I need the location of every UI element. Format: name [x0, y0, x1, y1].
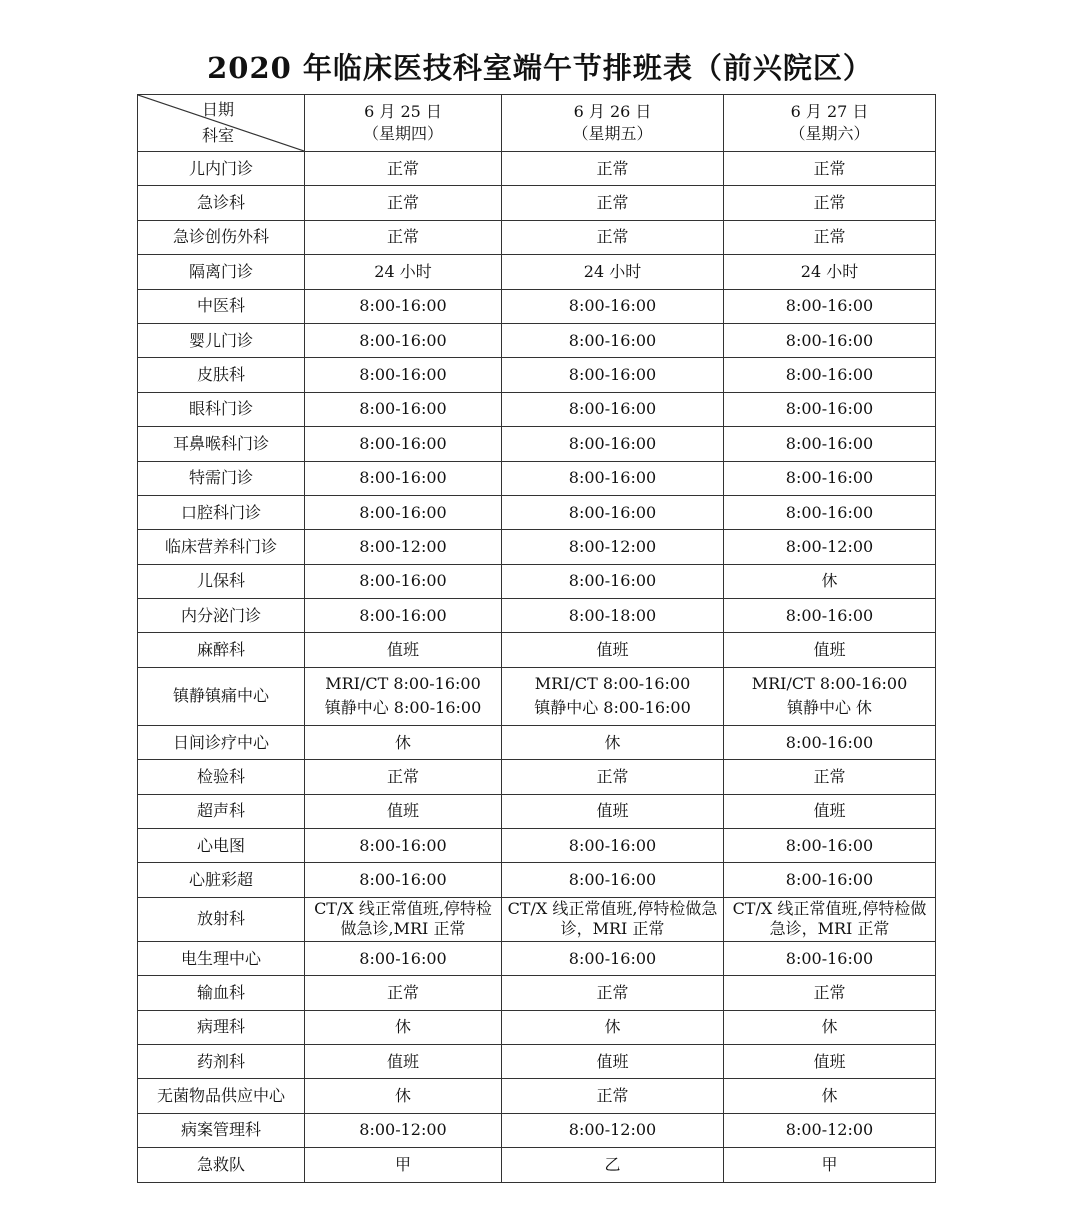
table-row	[138, 530, 936, 564]
table-row	[138, 461, 936, 495]
schedule-cell: 正常	[305, 186, 502, 220]
table-row	[138, 427, 936, 461]
table-row	[138, 495, 936, 529]
schedule-cell: 8:00-16:00	[724, 392, 936, 426]
schedule-cell: 休	[502, 1010, 724, 1044]
table-row	[138, 897, 936, 941]
table-row	[138, 599, 936, 633]
schedule-cell: 8:00-16:00	[305, 495, 502, 529]
dept-cell: 病案管理科	[138, 1113, 305, 1147]
schedule-cell: CT/X 线正常值班,停特检做急诊，MRI 正常	[724, 897, 936, 941]
schedule-cell: 24 小时	[502, 255, 724, 289]
date-label: 6 月 26 日	[573, 102, 652, 121]
schedule-cell: 8:00-16:00	[502, 358, 724, 392]
schedule-cell: 正常	[724, 152, 936, 186]
dept-cell: 急诊科	[138, 186, 305, 220]
dept-cell: 心脏彩超	[138, 863, 305, 897]
dept-cell: 隔离门诊	[138, 255, 305, 289]
schedule-cell: 8:00-16:00	[724, 829, 936, 863]
schedule-cell: 8:00-16:00	[305, 599, 502, 633]
dept-cell: 无菌物品供应中心	[138, 1079, 305, 1113]
schedule-cell: 8:00-16:00	[305, 427, 502, 461]
schedule-cell: 8:00-16:00	[724, 427, 936, 461]
schedule-cell: 值班	[724, 633, 936, 667]
schedule-cell: 8:00-18:00	[502, 599, 724, 633]
schedule-table	[137, 94, 936, 1183]
table-row	[138, 794, 936, 828]
schedule-cell: 8:00-16:00	[502, 941, 724, 975]
schedule-cell: 8:00-12:00	[305, 1113, 502, 1147]
table-row	[138, 941, 936, 975]
schedule-cell: 值班	[502, 794, 724, 828]
schedule-cell-line: MRI/CT 8:00-16:00	[534, 674, 691, 694]
date-header-cell	[502, 95, 724, 152]
schedule-cell: 休	[305, 1010, 502, 1044]
table-row	[138, 152, 936, 186]
schedule-cell: 8:00-16:00	[502, 427, 724, 461]
table-row	[138, 1079, 936, 1113]
weekday-label: （星期六）	[789, 124, 870, 143]
dept-cell: 检验科	[138, 760, 305, 794]
table-row	[138, 633, 936, 667]
schedule-cell: 休	[724, 1010, 936, 1044]
date-label: 6 月 27 日	[790, 102, 869, 121]
dept-cell: 临床营养科门诊	[138, 530, 305, 564]
schedule-cell: 8:00-16:00	[502, 323, 724, 357]
table-row	[138, 1010, 936, 1044]
schedule-cell: 8:00-16:00	[502, 461, 724, 495]
table-row	[138, 725, 936, 759]
schedule-cell: 正常	[502, 760, 724, 794]
table-row	[138, 1044, 936, 1078]
schedule-cell: 8:00-16:00	[305, 941, 502, 975]
schedule-cell: 正常	[305, 976, 502, 1010]
schedule-cell: 正常	[724, 976, 936, 1010]
schedule-cell: 8:00-16:00	[724, 289, 936, 323]
table-row	[138, 667, 936, 725]
schedule-cell: 8:00-16:00	[724, 461, 936, 495]
table-row	[138, 1113, 936, 1147]
schedule-cell: 8:00-16:00	[305, 289, 502, 323]
dept-cell: 麻醉科	[138, 633, 305, 667]
schedule-cell: CT/X 线正常值班,停特检做急诊,MRI 正常	[305, 897, 502, 941]
table-row	[138, 289, 936, 323]
table-row	[138, 564, 936, 598]
dept-cell: 病理科	[138, 1010, 305, 1044]
table-row	[138, 829, 936, 863]
schedule-cell: 值班	[502, 1044, 724, 1078]
dept-cell: 内分泌门诊	[138, 599, 305, 633]
schedule-cell-line: MRI/CT 8:00-16:00	[751, 674, 908, 694]
table-row	[138, 255, 936, 289]
schedule-cell: 8:00-16:00	[502, 829, 724, 863]
schedule-cell-line: 镇静中心 8:00-16:00	[324, 698, 482, 718]
schedule-cell: 休	[502, 725, 724, 759]
schedule-cell: 正常	[724, 760, 936, 794]
schedule-cell: 8:00-16:00	[502, 392, 724, 426]
table-row	[138, 1148, 936, 1182]
schedule-cell: CT/X 线正常值班,停特检做急诊，MRI 正常	[502, 897, 724, 941]
table-row	[138, 392, 936, 426]
schedule-cell: 正常	[502, 220, 724, 254]
schedule-cell	[502, 667, 724, 725]
table-row	[138, 976, 936, 1010]
dept-cell: 皮肤科	[138, 358, 305, 392]
schedule-table-body	[138, 95, 936, 1183]
corner-header-cell	[138, 95, 305, 152]
dept-cell: 超声科	[138, 794, 305, 828]
dept-cell: 输血科	[138, 976, 305, 1010]
schedule-cell: 正常	[502, 152, 724, 186]
schedule-cell: 休	[724, 1079, 936, 1113]
weekday-label: （星期四）	[362, 124, 443, 143]
schedule-cell: 8:00-12:00	[724, 530, 936, 564]
dept-cell: 放射科	[138, 897, 305, 941]
schedule-cell: 正常	[724, 220, 936, 254]
table-row	[138, 358, 936, 392]
schedule-cell: 8:00-16:00	[724, 725, 936, 759]
schedule-cell: 8:00-16:00	[724, 358, 936, 392]
dept-cell: 特需门诊	[138, 461, 305, 495]
dept-cell: 镇静镇痛中心	[138, 667, 305, 725]
dept-cell: 电生理中心	[138, 941, 305, 975]
schedule-cell: 8:00-16:00	[305, 461, 502, 495]
table-row	[138, 760, 936, 794]
dept-cell: 眼科门诊	[138, 392, 305, 426]
schedule-cell: 甲	[724, 1148, 936, 1182]
schedule-cell: 正常	[305, 220, 502, 254]
schedule-cell: 乙	[502, 1148, 724, 1182]
page-title: 2020 年临床医技科室端午节排班表（前兴院区）	[207, 51, 873, 85]
dept-cell: 儿保科	[138, 564, 305, 598]
schedule-cell: 8:00-16:00	[502, 495, 724, 529]
schedule-cell: 值班	[305, 1044, 502, 1078]
schedule-cell: 8:00-16:00	[724, 323, 936, 357]
schedule-cell: 8:00-16:00	[724, 495, 936, 529]
schedule-cell: 值班	[724, 1044, 936, 1078]
schedule-cell: 8:00-12:00	[502, 530, 724, 564]
schedule-cell: 8:00-16:00	[502, 564, 724, 598]
schedule-cell: 休	[305, 725, 502, 759]
schedule-cell	[305, 667, 502, 725]
dept-cell: 心电图	[138, 829, 305, 863]
schedule-cell: 甲	[305, 1148, 502, 1182]
schedule-cell: 8:00-16:00	[305, 358, 502, 392]
schedule-cell: 8:00-16:00	[305, 392, 502, 426]
schedule-cell: 8:00-16:00	[305, 564, 502, 598]
schedule-cell: 8:00-16:00	[724, 863, 936, 897]
date-label: 6 月 25 日	[364, 102, 442, 121]
schedule-cell: 值班	[724, 794, 936, 828]
schedule-cell: 8:00-16:00	[305, 863, 502, 897]
schedule-cell: 8:00-12:00	[502, 1113, 724, 1147]
schedule-cell: 正常	[502, 976, 724, 1010]
dept-cell: 中医科	[138, 289, 305, 323]
schedule-cell: 8:00-16:00	[305, 323, 502, 357]
schedule-cell: 8:00-16:00	[502, 289, 724, 323]
dept-cell: 耳鼻喉科门诊	[138, 427, 305, 461]
schedule-cell: 休	[724, 564, 936, 598]
schedule-cell-line: MRI/CT 8:00-16:00	[325, 674, 481, 694]
header-row	[138, 95, 936, 152]
dept-cell: 急救队	[138, 1148, 305, 1182]
schedule-cell: 正常	[305, 152, 502, 186]
schedule-cell: 8:00-16:00	[502, 863, 724, 897]
date-header-cell	[724, 95, 936, 152]
table-row	[138, 220, 936, 254]
schedule-cell: 8:00-16:00	[305, 829, 502, 863]
dept-cell: 日间诊疗中心	[138, 725, 305, 759]
date-header-cell	[305, 95, 502, 152]
corner-date-label: 日期	[202, 100, 235, 119]
schedule-cell-line: 镇静中心 休	[786, 698, 873, 718]
schedule-cell-line: 镇静中心 8:00-16:00	[534, 698, 691, 718]
schedule-cell: 值班	[305, 794, 502, 828]
dept-cell: 口腔科门诊	[138, 495, 305, 529]
schedule-cell: 正常	[724, 186, 936, 220]
schedule-cell: 值班	[502, 633, 724, 667]
schedule-cell: 8:00-16:00	[724, 599, 936, 633]
schedule-cell: 8:00-12:00	[724, 1113, 936, 1147]
schedule-cell: 休	[305, 1079, 502, 1113]
table-row	[138, 863, 936, 897]
schedule-cell	[724, 667, 936, 725]
schedule-cell: 正常	[305, 760, 502, 794]
schedule-cell: 8:00-16:00	[724, 941, 936, 975]
weekday-label: （星期五）	[572, 124, 653, 143]
schedule-cell: 正常	[502, 1079, 724, 1113]
dept-cell: 婴儿门诊	[138, 323, 305, 357]
corner-dept-label: 科室	[202, 126, 235, 145]
schedule-cell: 正常	[502, 186, 724, 220]
schedule-cell: 8:00-12:00	[305, 530, 502, 564]
table-row	[138, 323, 936, 357]
table-row	[138, 186, 936, 220]
dept-cell: 儿内门诊	[138, 152, 305, 186]
schedule-cell: 值班	[305, 633, 502, 667]
schedule-cell: 24 小时	[305, 255, 502, 289]
dept-cell: 急诊创伤外科	[138, 220, 305, 254]
dept-cell: 药剂科	[138, 1044, 305, 1078]
schedule-cell: 24 小时	[724, 255, 936, 289]
